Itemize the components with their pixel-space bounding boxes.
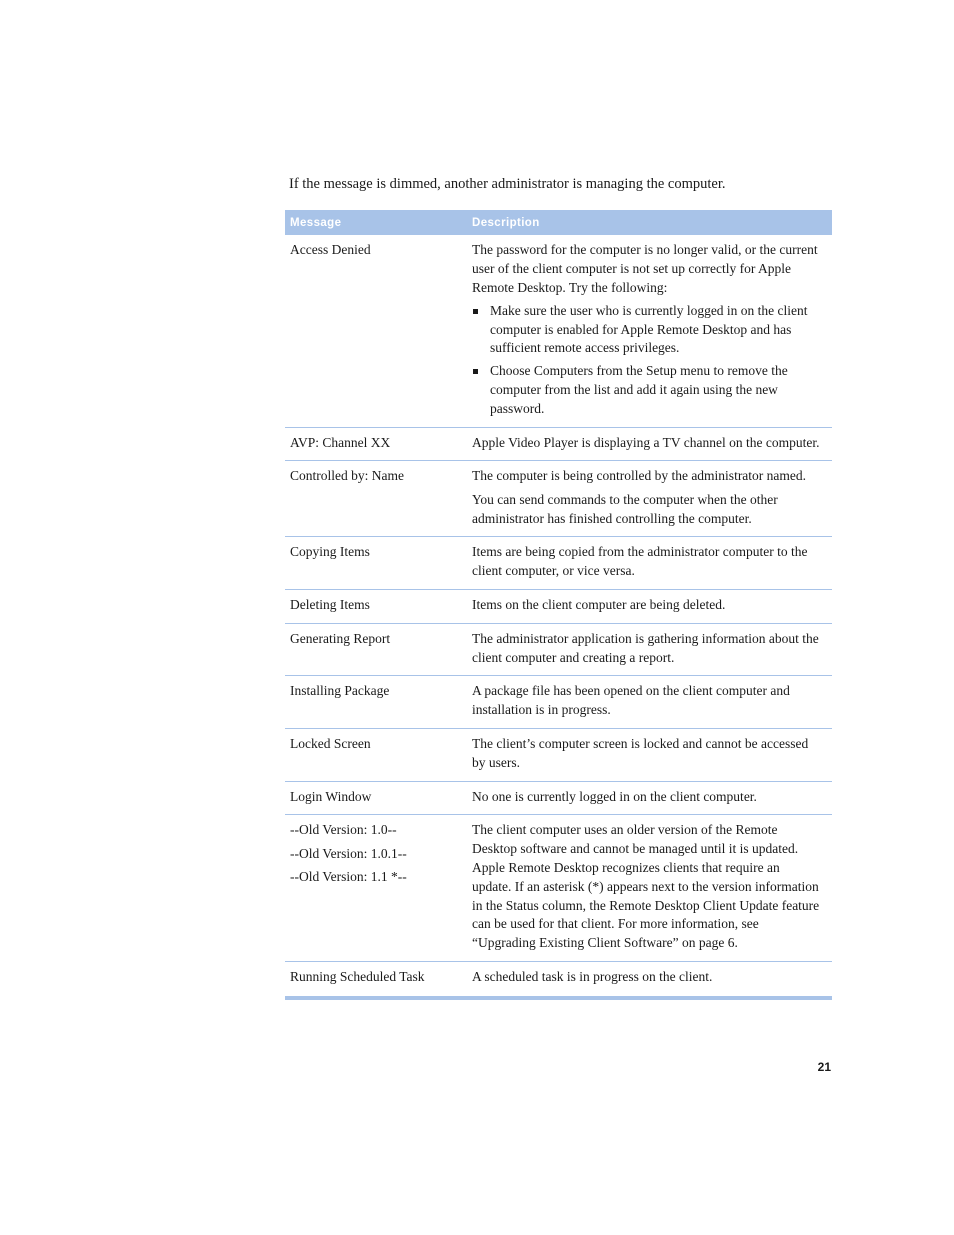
- message-text: Copying Items: [290, 544, 370, 560]
- square-bullet-icon: [473, 309, 478, 314]
- table-row: [285, 428, 832, 462]
- message-text: Deleting Items: [290, 596, 370, 612]
- message-text: Login Window: [290, 788, 372, 804]
- description-cell: [468, 968, 832, 987]
- table-row: [285, 590, 832, 624]
- description-cell: [468, 596, 832, 615]
- message-cell: [285, 467, 468, 528]
- description-cell: [468, 467, 832, 528]
- description-text: A package file has been opened on the client computer and installation is in progress.: [472, 683, 790, 718]
- description-text: A scheduled task is in progress on the client.: [472, 968, 713, 984]
- page-number: 21: [817, 1060, 831, 1074]
- bullet-item: [472, 302, 822, 358]
- message-cell: [285, 241, 468, 419]
- table-row: [285, 962, 832, 1000]
- table-row: [285, 235, 832, 428]
- header-description: Description: [472, 216, 540, 229]
- bullet-text: Make sure the user who is currently logged in on the client computer is enabled for Apple Remote Desktop and has sufficient remote access privileges.: [490, 302, 808, 356]
- description-text: The client computer uses an older version of the Remote Desktop software and cannot be managed until it is updated. Apple Remote Desktop recognizes clients that require an update. If an asterisk (*) appears next to the version information in the Status column, the Remote Desktop Client Update feature can be used for that client. For more information, see “Upgrading Existing Client Software” on page 6.: [472, 822, 820, 951]
- bullet-text: Choose Computers from the Setup menu to remove the computer from the list and add it again using the new password.: [490, 363, 788, 416]
- message-text: Controlled by: Name: [290, 468, 404, 484]
- square-bullet-icon: [473, 369, 478, 374]
- message-cell: [285, 434, 468, 453]
- table-row: [285, 815, 832, 962]
- message-text: Locked Screen: [290, 735, 371, 751]
- table-row: [285, 729, 832, 782]
- message-cell: [285, 968, 468, 987]
- description-text: The computer is being controlled by the administrator named.: [472, 468, 807, 484]
- description-text: The administrator application is gathering information about the client computer and creating a report.: [472, 630, 819, 665]
- description-cell: [468, 788, 832, 807]
- description-text: No one is currently logged in on the client computer.: [472, 788, 757, 804]
- message-text: --Old Version: 1.0.1--: [290, 845, 407, 861]
- table-row: [285, 676, 832, 729]
- message-cell: [285, 596, 468, 615]
- description-cell: [468, 735, 832, 773]
- intro-paragraph: If the message is dimmed, another administrator is managing the computer.: [289, 176, 726, 192]
- description-text: Apple Video Player is displaying a TV channel on the computer.: [472, 434, 820, 450]
- description-cell: [468, 821, 832, 953]
- message-cell: [285, 788, 468, 807]
- message-text: Installing Package: [290, 683, 390, 699]
- description-cell: [468, 434, 832, 453]
- message-text: Access Denied: [290, 242, 371, 257]
- table-row: [285, 782, 832, 816]
- description-cell: [468, 682, 832, 720]
- bullet-item: [472, 362, 822, 418]
- message-cell: [285, 735, 468, 773]
- table-header: [285, 210, 832, 235]
- description-text: Items on the client computer are being deleted.: [472, 596, 726, 612]
- bullet-list: [472, 302, 822, 419]
- message-text: AVP: Channel XX: [290, 434, 391, 450]
- table-row: [285, 537, 832, 590]
- message-text: --Old Version: 1.1 *--: [290, 868, 407, 884]
- message-cell: [285, 543, 468, 581]
- message-cell: [285, 682, 468, 720]
- message-cell: [285, 630, 468, 668]
- message-text: Running Scheduled Task: [290, 968, 425, 984]
- table-row: [285, 624, 832, 677]
- message-table: [285, 210, 832, 1000]
- description-text: Items are being copied from the administrator computer to the client computer, or vice versa.: [472, 544, 808, 579]
- description-text: You can send commands to the computer when the other administrator has finished controlling the computer.: [472, 491, 778, 526]
- description-cell: [468, 241, 832, 419]
- description-text: The client’s computer screen is locked and cannot be accessed by users.: [472, 735, 809, 770]
- description-text: The password for the computer is no longer valid, or the current user of the client computer is not set up correctly for Apple Remote Desktop. Try the following:: [472, 242, 818, 295]
- header-message: Message: [290, 216, 342, 229]
- table-row: [285, 461, 832, 537]
- message-text: Generating Report: [290, 630, 391, 646]
- message-cell: [285, 821, 468, 953]
- description-cell: [468, 543, 832, 581]
- message-text: --Old Version: 1.0--: [290, 822, 397, 838]
- description-cell: [468, 630, 832, 668]
